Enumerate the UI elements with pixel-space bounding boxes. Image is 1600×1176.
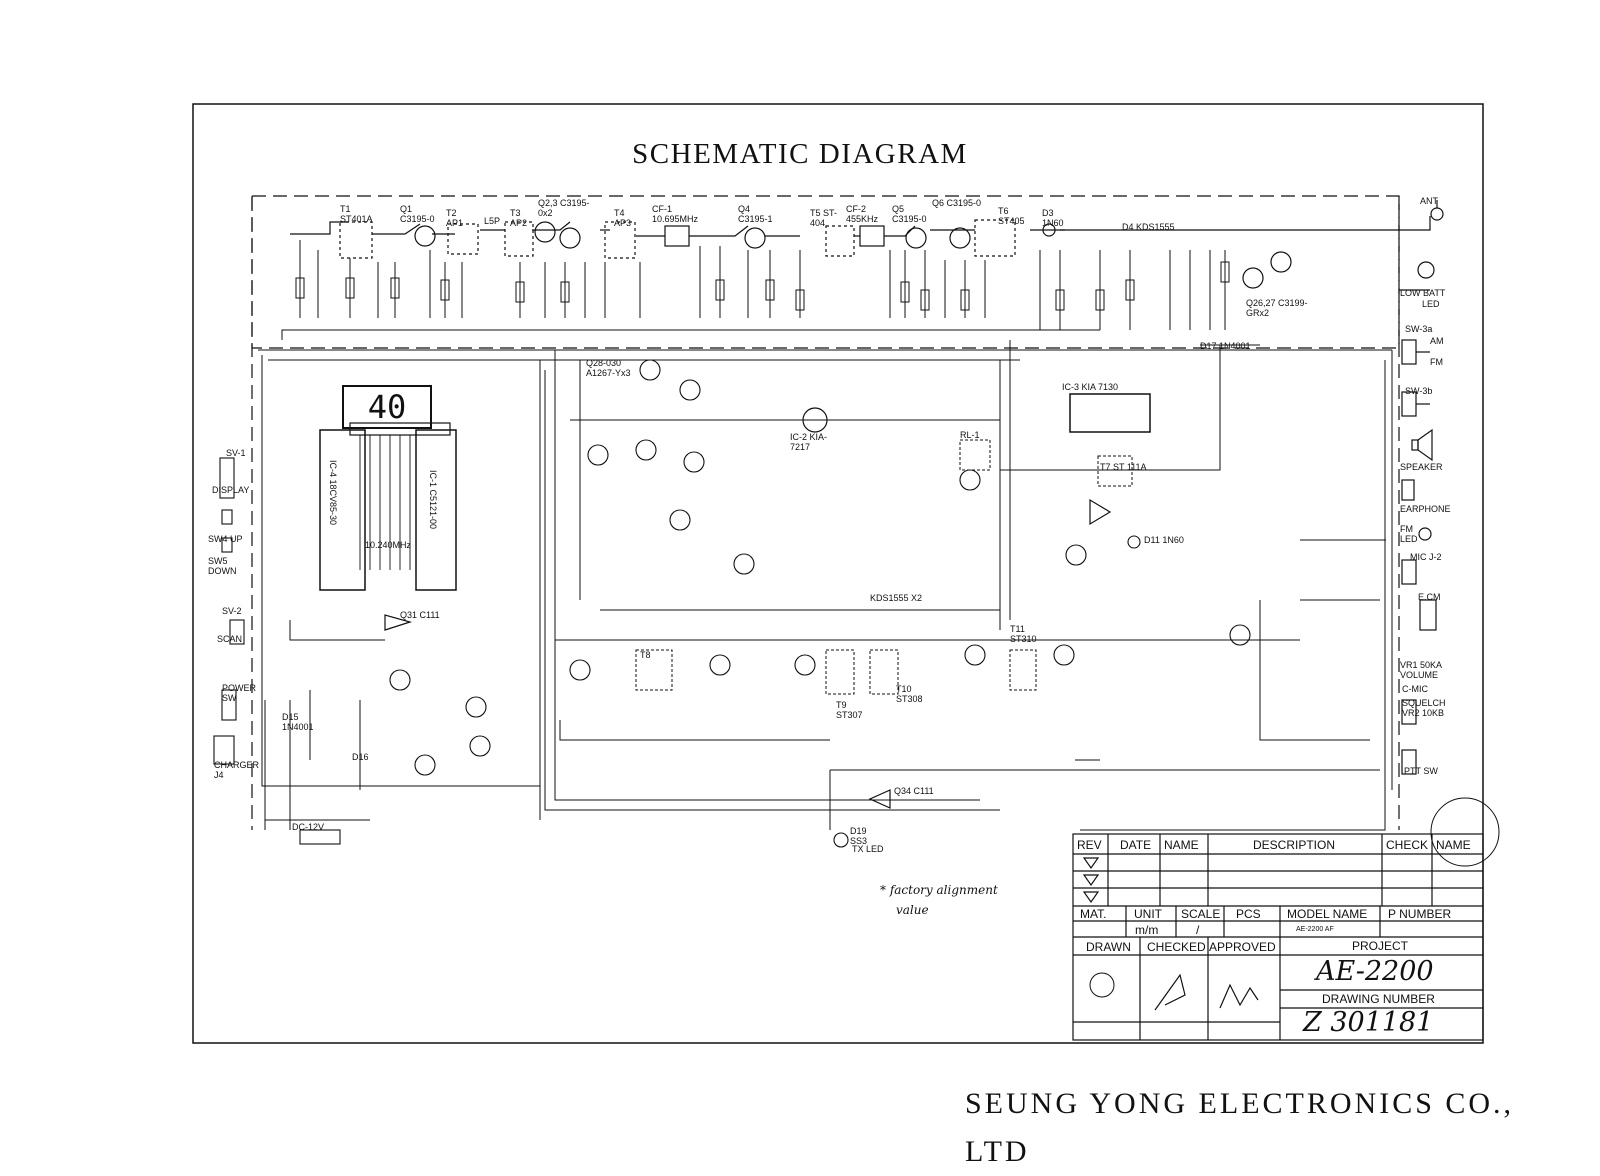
d17-label: D17 1N4001: [1200, 341, 1251, 351]
t5-label: T5 ST-404: [810, 208, 838, 228]
q23-label: Q2,3 C3195-0x2: [538, 198, 590, 218]
q27-transistor: [1271, 252, 1291, 272]
dc12v-label: DC-12V: [292, 822, 325, 832]
model-name-label: MODEL NAME: [1287, 907, 1368, 921]
mic-label: MIC J-2: [1410, 552, 1442, 562]
drawn-stamp: [1090, 973, 1114, 997]
model-value: AE-2200 AF: [1296, 926, 1334, 933]
ptt-label: PTT SW: [1404, 766, 1438, 776]
q4-label: Q4 C3195-1: [738, 204, 773, 224]
q1-label: Q1 C3195-0: [400, 204, 435, 224]
name-header: NAME: [1164, 838, 1199, 852]
approved-signature: [1220, 985, 1258, 1008]
ic4-label: IC-4 18CV85-30: [328, 460, 338, 526]
checked-label: CHECKED: [1147, 940, 1206, 954]
earphone-label: EARPHONE: [1400, 504, 1451, 514]
d11-label: D11 1N60: [1144, 535, 1184, 545]
t7-label: T7 ST 111A: [1100, 462, 1147, 472]
name2-header: NAME: [1436, 838, 1471, 852]
ic4-chip: [320, 430, 365, 590]
q31-label: Q31 C111: [400, 610, 440, 620]
scale-value: /: [1196, 923, 1200, 937]
unit-label: UNIT: [1134, 907, 1162, 921]
t6-label: T6 ST405: [998, 206, 1025, 226]
t1-label: T1 ST401A: [340, 204, 373, 224]
d4-label: D4 KDS1555: [1122, 222, 1175, 232]
mat-label: MAT.: [1080, 907, 1107, 921]
company-name: SEUNG YONG ELECTRONICS CO., LTD: [965, 1087, 1515, 1168]
squelch-label: SQUELCH VR2 10KB: [1402, 698, 1446, 718]
q34-label: Q34 C111: [894, 786, 934, 796]
page-title: SCHEMATIC DIAGRAM: [632, 138, 968, 170]
xtal-label: 10.240MHz: [365, 540, 412, 550]
speaker-label: SPEAKER: [1400, 462, 1443, 472]
d16-label: D16: [352, 752, 369, 762]
speaker-symbol: [1418, 430, 1432, 460]
drawing-number-label: DRAWING NUMBER: [1322, 992, 1435, 1006]
sw3a-label: SW-3a: [1405, 324, 1433, 334]
low-batt-label: LOW BATT: [1400, 288, 1446, 298]
t9-label: T9 ST307: [836, 700, 863, 720]
q26-transistor: [1243, 268, 1263, 288]
note-line-2: value: [896, 903, 929, 917]
cf2-label: CF-2 455KHz: [846, 204, 879, 224]
ecm-label: E.CM: [1418, 592, 1441, 602]
fm-label: FM: [1430, 357, 1443, 367]
channel-display: 40: [342, 385, 432, 429]
t3-label: T3 AP2: [510, 208, 528, 228]
ant-label: ANT: [1420, 196, 1438, 206]
q1-transistor: [415, 226, 435, 246]
d15-label: D15 1N4001: [282, 712, 314, 732]
display-label: DISPLAY: [212, 485, 250, 495]
unit-value: m/m: [1135, 923, 1159, 937]
scale-label: SCALE: [1181, 907, 1221, 921]
c-mic-label: C-MIC: [1402, 684, 1428, 694]
note-line-1: * factory alignment: [880, 883, 998, 897]
t4-label: T4 AP3: [614, 208, 632, 228]
d3-label: D3 1N60: [1042, 208, 1064, 228]
cf2-filter: [860, 226, 884, 246]
tx-led-label: TX LED: [852, 844, 884, 854]
q6-label: Q6 C3195-0: [932, 198, 982, 208]
q5-label: Q5 C3195-0: [892, 204, 927, 224]
q6-transistor: [950, 228, 970, 248]
ic2-label: IC-2 KIA-7217: [790, 432, 828, 452]
kds-x2-label: KDS1555 X2: [870, 593, 923, 603]
approved-label: APPROVED: [1209, 940, 1276, 954]
d19-label: D19 SS3: [850, 826, 868, 846]
ic2-amp: [1090, 500, 1110, 524]
date-header: DATE: [1120, 838, 1152, 852]
checked-signature: [1155, 975, 1185, 1010]
q5-transistor: [906, 228, 926, 248]
sw4-label: SW4 UP: [208, 534, 243, 544]
check-header: CHECK: [1386, 838, 1429, 852]
rev-header: REV: [1077, 838, 1102, 852]
t11-label: T11 ST310: [1010, 624, 1037, 644]
factory-note: [880, 880, 998, 920]
ic3-label: IC-3 KIA 7130: [1062, 382, 1119, 392]
q34-buffer: [870, 790, 890, 808]
t2-transformer: [448, 224, 478, 254]
q2627-label: Q26,27 C3199-GRx2: [1246, 298, 1308, 318]
sw5-label: SW5 DOWN: [208, 556, 237, 576]
antenna-connector: [1431, 208, 1443, 220]
l5p-label: L5P: [484, 216, 501, 226]
low-batt-led: [1418, 262, 1434, 278]
t2-label: T2 AP1: [446, 208, 464, 228]
q4-transistor: [745, 228, 765, 248]
drawing-number-value: Z 301181: [1303, 1007, 1434, 1038]
fm-led-label: FM LED: [1400, 524, 1418, 544]
vr1-label: VR1 50KA VOLUME: [1400, 660, 1442, 680]
led-label: LED: [1422, 299, 1440, 309]
t10-label: T10 ST308: [896, 684, 923, 704]
approval-stamp: [1431, 798, 1499, 866]
q28-label: Q28-030 A1267-Yx3: [586, 358, 631, 378]
power-sw-label: POWER SW: [222, 683, 257, 703]
cf1-filter: [665, 226, 689, 246]
cf1-label: CF-1 10.695MHz: [652, 204, 699, 224]
t5-transformer: [826, 226, 854, 256]
q3-transistor: [560, 228, 580, 248]
ic1-label: IC-1 C5121-00: [428, 470, 438, 530]
project-value: AE-2200: [1316, 956, 1434, 987]
q2-transistor: [535, 222, 555, 242]
outer-border: [193, 104, 1483, 1043]
scan-label: SCAN: [217, 634, 243, 644]
sw3b-label: SW-3b: [1405, 386, 1433, 396]
charger-label: CHARGER J4: [214, 760, 260, 780]
drawn-label: DRAWN: [1086, 940, 1131, 954]
ecm-mic: [1420, 600, 1436, 630]
ic3-chip: [1070, 394, 1150, 432]
sv2-label: SV-2: [222, 606, 242, 616]
pcs-label: PCS: [1236, 907, 1261, 921]
am-label: AM: [1430, 336, 1444, 346]
t1-transformer: [340, 222, 372, 258]
sv1-label: SV-1: [226, 448, 246, 458]
rl1-label: RL-1: [960, 430, 980, 440]
description-header: DESCRIPTION: [1253, 838, 1336, 852]
project-label: PROJECT: [1352, 939, 1409, 953]
p-number-label: P NUMBER: [1388, 907, 1452, 921]
t8-label: T8: [640, 650, 651, 660]
